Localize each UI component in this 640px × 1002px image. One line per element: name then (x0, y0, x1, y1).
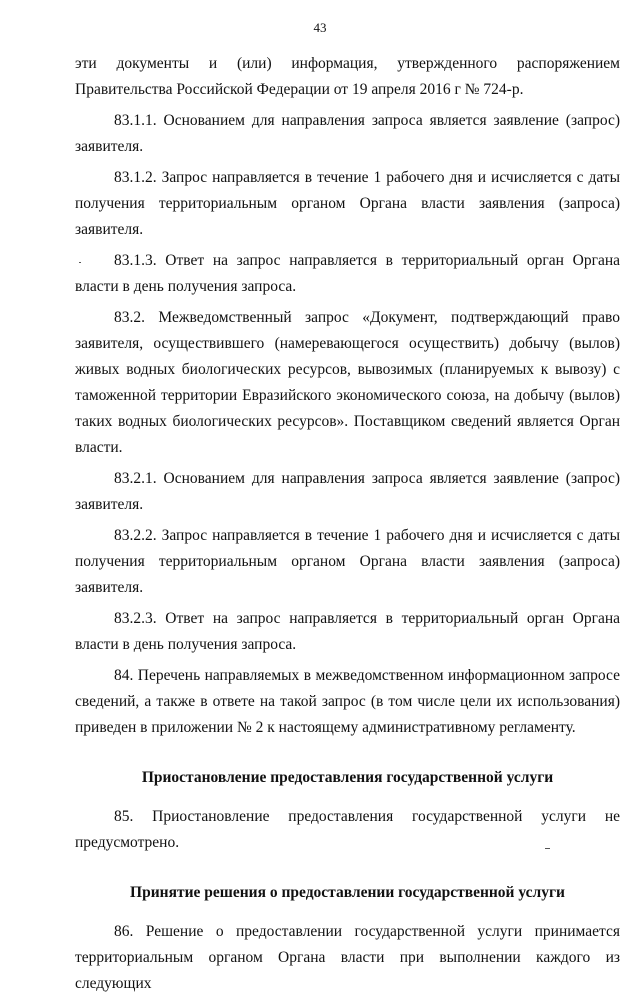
paragraph-83-1-1: 83.1.1. Основанием для направления запроса является заявление (запрос) заявителя. (75, 112, 620, 155)
paragraph-83-1-2: 83.1.2. Запрос направляется в течение 1 рабочего дня и исчисляется с даты получения территориальным органом Органа власти заявления (запроса) заявителя. (75, 169, 620, 238)
paragraph-84: 84. Перечень направляемых в межведомственном информационном запросе сведений, а также в ответе на такой запрос (в том числе цели их использования) приведен в приложении № 2 к настоящему административному регламенту. (75, 667, 620, 736)
paragraph-continuation: эти документы и (или) информация, утвержденного распоряжением Правительства Российской Федерации от 19 апреля 2016 г № 724-р. (75, 55, 620, 98)
paragraph-86: 86. Решение о предоставлении государственной услуги принимается территориальным органом Органа власти при выполнении каждого из следующих (75, 923, 620, 992)
section-heading-decision: Принятие решения о предоставлении государственной услуги (130, 884, 565, 901)
paragraph-83-2-1: 83.2.1. Основанием для направления запроса является заявление (запрос) заявителя. (75, 470, 620, 513)
paragraph-85: 85. Приостановление предоставления государственной услуги не предусмотрено. (75, 808, 620, 851)
page-number: 43 (313, 20, 327, 35)
document-body (75, 51, 620, 1002)
scan-speck (79, 262, 81, 263)
section-heading-suspension: Приостановление предоставления государственной услуги (141, 769, 554, 786)
paragraph-83-2-3: 83.2.3. Ответ на запрос направляется в территориальный орган Органа власти в день получения запроса. (75, 610, 620, 653)
paragraph-83-1-3: 83.1.3. Ответ на запрос направляется в территориальный орган Органа власти в день получения запроса. (75, 252, 620, 295)
paragraph-83-2-2: 83.2.2. Запрос направляется в течение 1 рабочего дня и исчисляется с даты получения территориальным органом Органа власти заявления (запроса) заявителя. (75, 527, 620, 596)
scan-speck (545, 848, 550, 849)
paragraph-83-2: 83.2. Межведомственный запрос «Документ, подтверждающий право заявителя, осуществившего (намеревающегося осуществить) добычу (вылов) живых водных биологических ресурсов, вывозимых (планируемых к вывозу) с таможенной территории Евразийского экономического союза, на добычу (вылов) таких водных биологических ресурсов». Поставщиком сведений является Орган власти. (75, 309, 620, 456)
